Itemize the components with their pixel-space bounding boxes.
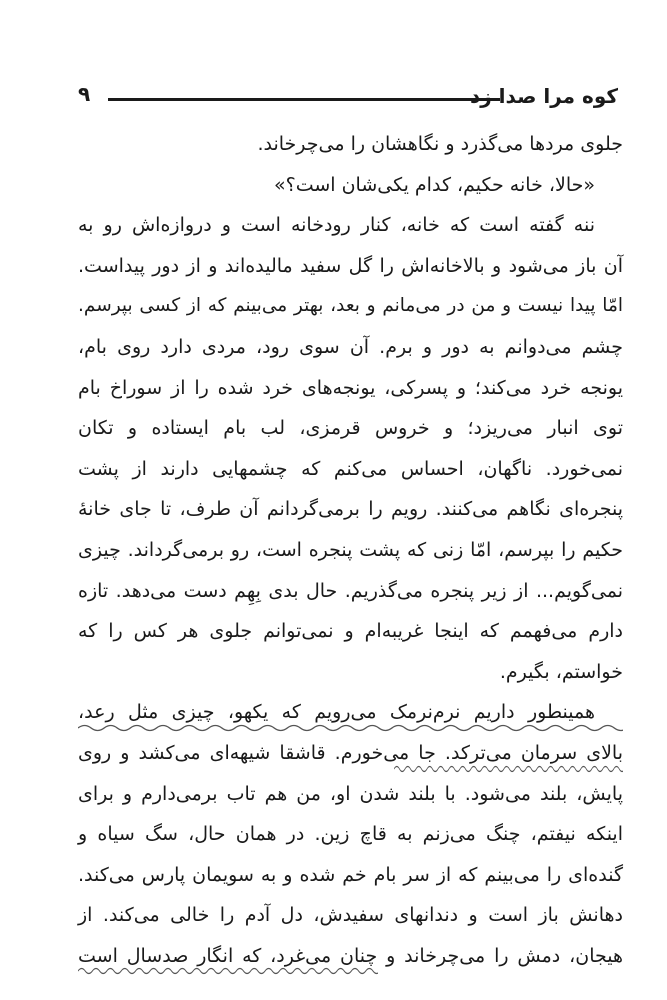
text-line: نمی‌خورد. ناگهان، احساس می‌کنم که چشمهایی دارند از پشت: [78, 457, 623, 480]
text-line: حکیم را بپرسم، امّا زنی که پشت پنجره است، رو برمی‌گرداند. چیزی: [78, 538, 623, 561]
text-line: یونجه خرد می‌کند؛ و پسرکی، یونجه‌های خرد شده را از سوراخ بام: [78, 376, 623, 399]
text-line: دارم می‌فهمم که اینجا غریبه‌ام و نمی‌توانم جلوی هر کس را که: [78, 620, 623, 643]
page-body: [78, 124, 623, 976]
text-line-underlined: [78, 936, 623, 977]
line-text: هیجان، دمش را می‌چرخاند و چنان می‌غرد، که انگار صدسال است: [78, 944, 623, 967]
running-header: [78, 78, 618, 118]
text-line: جلوی مردها می‌گذرد و نگاهشان را می‌چرخاند.: [257, 133, 623, 155]
text-line: خواستم، بگیرم.: [499, 660, 623, 683]
header-rule: [108, 98, 500, 101]
text-line: «حالا، خانه حکیم، کدام یکی‌شان است؟»: [274, 173, 595, 196]
text-line: پایش، بلند می‌شود. با بلند شدن او، من هم تاب برمی‌دارم و برای: [78, 782, 623, 805]
text-line-underlined: [78, 733, 623, 774]
line-text: همینطور داریم نرم‌نرمک می‌رویم که یکهو، چیزی مثل رعد،: [78, 701, 595, 724]
wavy-underline: [394, 764, 623, 774]
text-line: توی انبار می‌ریزد؛ و خروس قرمزی، لب بام ایستاده و تکان: [78, 417, 623, 440]
line-text: بالای سرمان می‌ترکد. جا می‌خورم. قاشقا شیهه‌ای می‌کشد و روی: [78, 741, 623, 764]
text-line: اینکه نیفتم، چنگ می‌زنم به قاچ زین. در همان حال، سگ سیاه و: [78, 823, 623, 846]
text-line: نمی‌گویم... از زیر پنجره می‌گذریم. حال بدی بِهِم دست می‌دهد. تازه: [78, 579, 623, 602]
book-title: کوه مرا صدا زد: [469, 84, 618, 108]
text-line: پنجره‌ای نگاهم می‌کنند. رویم را برمی‌گردانم آن طرف، تا جای خانهٔ: [78, 498, 623, 521]
page-number: ۹: [78, 82, 91, 106]
text-line: آن باز می‌شود و بالاخانه‌اش را گل سفید مالیده‌اند و از دور پیداست.: [78, 254, 623, 277]
text-line: امّا پیدا نیست و من در می‌مانم و بعد، بهتر می‌بینم که از کسی بپرسم.: [78, 295, 623, 317]
wavy-underline: [78, 723, 623, 733]
text-line: گنده‌ای را می‌بینم که از سر بام خم شده و به سویمان پارس می‌کند.: [78, 863, 623, 886]
text-line: ننه گفته است که خانه، کنار رودخانه است و دروازه‌اش رو به: [78, 214, 595, 237]
wavy-underline: [78, 966, 378, 976]
text-line-underlined: [78, 692, 623, 733]
text-line: دهانش باز است و دندانهای سفیدش، دل آدم را خالی می‌کند. از: [78, 904, 623, 927]
text-line: چشم می‌دوانم به دور و برم. آن سوی رود، مردی دارد روی بام،: [78, 335, 623, 358]
